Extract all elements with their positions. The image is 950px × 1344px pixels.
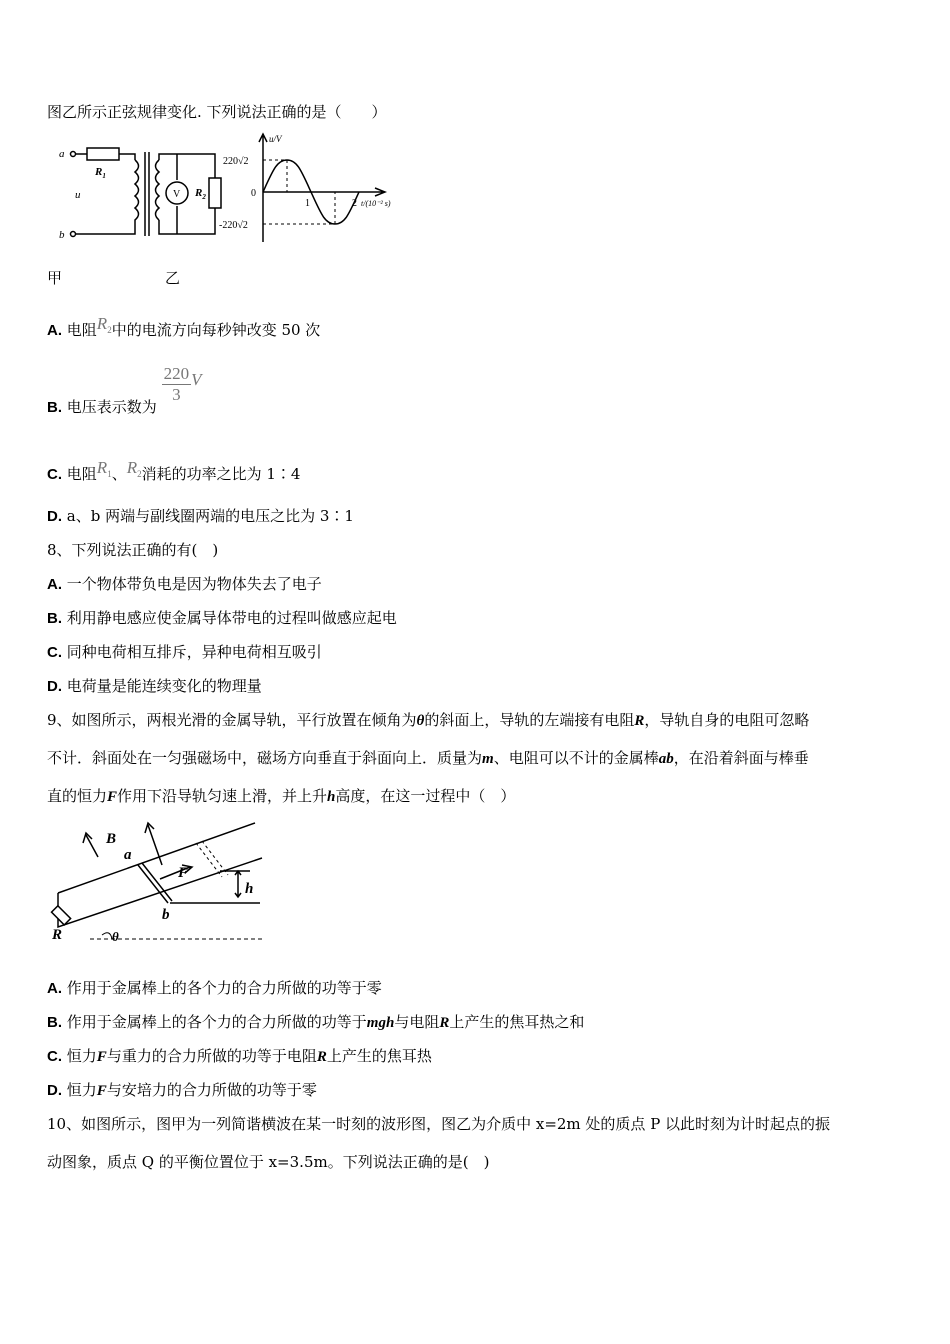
q9-stem-line1: 9、如图所示，两根光滑的金属导轨，平行放置在倾角为θ的斜面上，导轨的左端接有电阻R，导轨自身的电阻可忽略 xyxy=(47,711,810,729)
svg-text:u/V: u/V xyxy=(269,134,282,144)
question-continuation: 图乙所示正弦规律变化. 下列说法正确的是（ ） xyxy=(47,103,387,121)
q9-option-c: C. 恒力F与重力的合力所做的功等于电阻R上产生的焦耳热 xyxy=(47,1047,432,1065)
svg-text:B: B xyxy=(106,831,117,847)
q8-stem: 8、下列说法正确的有( ) xyxy=(47,541,219,559)
svg-text:t/(10⁻² s): t/(10⁻² s) xyxy=(361,199,391,208)
q8-option-b: B. 利用静电感应使金属导体带电的过程叫做感应起电 xyxy=(47,609,397,627)
q9-stem-line2: 不计．斜面处在一匀强磁场中，磁场方向垂直于斜面向上．质量为m、电阻可以不计的金属棒ab，在沿着斜面与棒垂 xyxy=(47,749,809,767)
svg-text:2: 2 xyxy=(352,198,357,209)
svg-text:a: a xyxy=(59,148,65,160)
svg-text:u: u xyxy=(75,189,81,201)
svg-text:R: R xyxy=(52,927,63,943)
svg-text:220√2: 220√2 xyxy=(223,156,249,167)
svg-text:F: F xyxy=(178,865,189,881)
q10-stem-line2: 动图象，质点 Q 的平衡位置位于 x=3.5m。下列说法正确的是( ) xyxy=(47,1153,490,1171)
resistor-r xyxy=(52,906,71,925)
q7-option-b: B. 电压表示数为 $\frac{220}{3}$ V xyxy=(47,364,202,416)
q9-option-b: B. 作用于金属棒上的各个力的合力所做的功等于mgh与电阻R上产生的焦耳热之和 xyxy=(47,1013,585,1031)
q10-stem-line1: 10、如图所示，图甲为一列简谐横波在某一时刻的波形图，图乙为介质中 x=2m 处的质点 P 以此时刻为计时起点的振 xyxy=(47,1115,831,1133)
svg-text:V: V xyxy=(173,189,181,200)
q9-option-d: D. 恒力F与安培力的合力所做的功等于零 xyxy=(47,1081,317,1099)
q7-option-a: A. 电阻$R_2$中的电流方向每秒钟改变 50 次 xyxy=(47,314,321,339)
transformer-figure xyxy=(55,130,415,250)
svg-text:h: h xyxy=(245,881,254,897)
svg-text:1: 1 xyxy=(305,198,310,209)
incline-rails-figure xyxy=(50,815,270,945)
figure-caption-jia: 甲 xyxy=(47,269,63,287)
q9-option-a: A. 作用于金属棒上的各个力的合力所做的功等于零 xyxy=(47,979,382,997)
q7-option-c: C. 电阻$R_1$、$R_2$消耗的功率之比为 1∶4 xyxy=(47,458,301,483)
q8-option-d: D. 电荷量是能连续变化的物理量 xyxy=(47,677,262,695)
q8-option-a: A. 一个物体带负电是因为物体失去了电子 xyxy=(47,575,322,593)
svg-text:b: b xyxy=(162,907,170,923)
q9-stem-line3: 直的恒力F作用下沿导轨匀速上滑，并上升h高度，在这一过程中（ ） xyxy=(47,787,516,805)
resistor-r2 xyxy=(209,178,221,208)
q7-option-d: D. a、b 两端与副线圈两端的电压之比为 3∶1 xyxy=(47,507,354,525)
svg-text:θ: θ xyxy=(112,929,119,944)
figure-caption-yi: 乙 xyxy=(165,269,181,287)
svg-text:-220√2: -220√2 xyxy=(219,220,248,231)
svg-text:R2: $R_2$ xyxy=(195,187,206,201)
svg-text:0: 0 xyxy=(251,188,256,199)
svg-text:R1: $R_1$ xyxy=(95,166,106,180)
resistor-r1 xyxy=(87,148,119,160)
q8-option-c: C. 同种电荷相互排斥，异种电荷相互吸引 xyxy=(47,643,322,661)
svg-text:a: a xyxy=(124,847,132,863)
svg-text:b: b xyxy=(59,229,65,241)
